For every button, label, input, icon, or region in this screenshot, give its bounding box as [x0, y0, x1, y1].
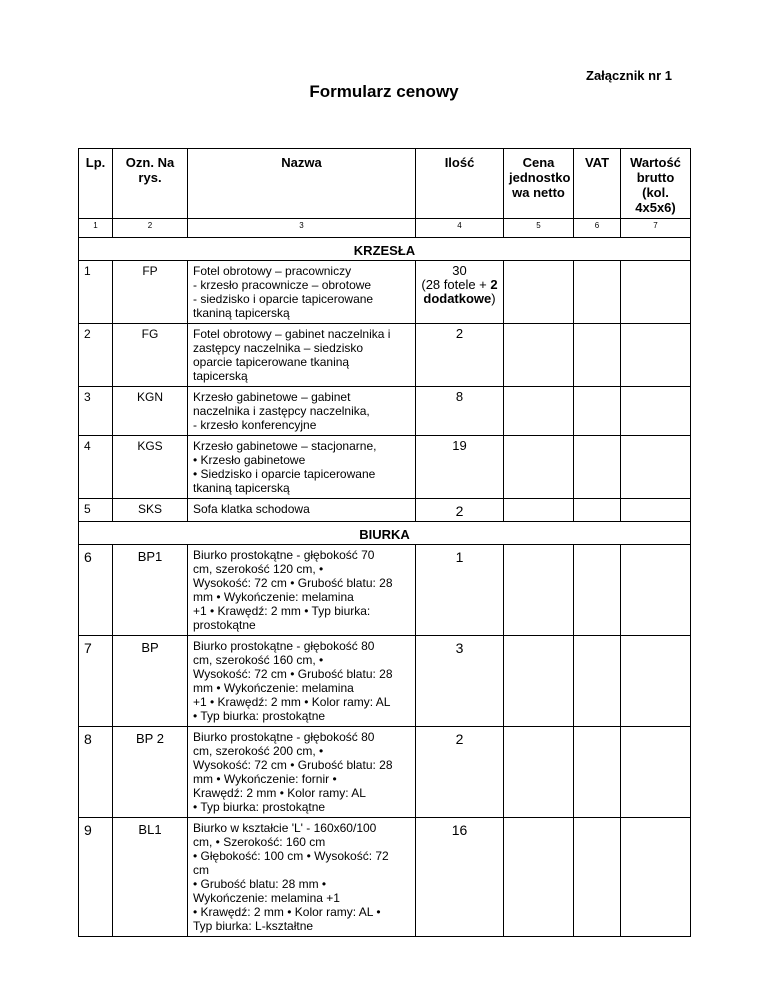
row-number: 2	[79, 324, 113, 387]
gross-value-cell	[621, 636, 691, 727]
vat-cell	[574, 436, 621, 499]
unit-price-cell	[504, 261, 574, 324]
vat-cell	[574, 261, 621, 324]
vat-cell	[574, 818, 621, 937]
table-row	[79, 387, 691, 436]
col-header-gross: Wartość brutto (kol. 4x5x6)	[621, 149, 691, 219]
row-name: Krzesło gabinetowe – stacjonarne, • Krzesło gabinetowe • Siedzisko i oparcie tapicerowane tkaniną tapicerską	[188, 436, 416, 499]
row-number: 4	[79, 436, 113, 499]
table-row	[79, 499, 691, 522]
col-header-code: Ozn. Na rys.	[113, 149, 188, 219]
table-row	[79, 261, 691, 324]
table-row	[79, 727, 691, 818]
page-title: Formularz cenowy	[309, 82, 459, 101]
col-header-vat: VAT	[574, 149, 621, 219]
annex-label: Załącznik nr 1	[586, 68, 672, 83]
section-row	[79, 238, 691, 261]
table-row	[79, 324, 691, 387]
row-name: Biurko prostokątne - głębokość 80 cm, szerokość 160 cm, • Wysokość: 72 cm • Grubość blatu: 28 mm • Wykończenie: melamina +1 • Krawędź: 2 mm • Kolor ramy: AL • Typ biurka: prostokątne	[188, 636, 416, 727]
header-row	[79, 149, 691, 219]
row-qty: 8	[416, 387, 504, 436]
unit-price-cell	[504, 545, 574, 636]
row-qty: 3	[416, 636, 504, 727]
gross-value-cell	[621, 818, 691, 937]
row-name: Biurko prostokątne - głębokość 70 cm, szerokość 120 cm, • Wysokość: 72 cm • Grubość blatu: 28 mm • Wykończenie: melamina +1 • Krawędź: 2 mm • Typ biurka: prostokątne	[188, 545, 416, 636]
gross-value-cell	[621, 436, 691, 499]
unit-price-cell	[504, 324, 574, 387]
row-number: 3	[79, 387, 113, 436]
unit-price-cell	[504, 499, 574, 522]
gross-value-cell	[621, 324, 691, 387]
col-header-lp: Lp.	[79, 149, 113, 219]
table-row	[79, 436, 691, 499]
row-code: KGN	[113, 387, 188, 436]
vat-cell	[574, 387, 621, 436]
row-qty: 19	[416, 436, 504, 499]
row-number: 9	[79, 818, 113, 937]
gross-value-cell	[621, 545, 691, 636]
row-code: BL1	[113, 818, 188, 937]
col-number: 2	[113, 219, 188, 238]
row-name: Biurko w kształcie 'L' - 160x60/100 cm, • Szerokość: 160 cm • Głębokość: 100 cm • Wysokość: 72 cm • Grubość blatu: 28 mm • Wykończenie: melamina +1 • Krawędź: 2 mm • Kolor ramy: AL • Typ biurka: L-kształtne	[188, 818, 416, 937]
col-number: 7	[621, 219, 691, 238]
vat-cell	[574, 499, 621, 522]
unit-price-cell	[504, 818, 574, 937]
table-row	[79, 636, 691, 727]
unit-price-cell	[504, 727, 574, 818]
vat-cell	[574, 545, 621, 636]
row-number: 7	[79, 636, 113, 727]
price-form-table	[78, 148, 691, 937]
table-row	[79, 818, 691, 937]
row-qty: 2	[416, 499, 504, 522]
row-qty: 2	[416, 324, 504, 387]
row-qty: 30 (28 fotele + 2 dodatkowe)	[416, 261, 504, 324]
vat-cell	[574, 324, 621, 387]
row-code: BP 2	[113, 727, 188, 818]
gross-value-cell	[621, 387, 691, 436]
row-name: Sofa klatka schodowa	[188, 499, 416, 522]
gross-value-cell	[621, 727, 691, 818]
col-number: 5	[504, 219, 574, 238]
row-code: SKS	[113, 499, 188, 522]
vat-cell	[574, 636, 621, 727]
row-code: BP1	[113, 545, 188, 636]
column-number-row	[79, 219, 691, 238]
row-number: 1	[79, 261, 113, 324]
col-header-name: Nazwa	[188, 149, 416, 219]
col-number: 3	[188, 219, 416, 238]
col-number: 4	[416, 219, 504, 238]
row-name: Fotel obrotowy – pracowniczy - krzesło pracownicze – obrotowe - siedzisko i oparcie tapicerowane tkaniną tapicerską	[188, 261, 416, 324]
row-number: 6	[79, 545, 113, 636]
table-row	[79, 545, 691, 636]
col-header-unit-price: Cena jednostko wa netto	[504, 149, 574, 219]
row-name: Biurko prostokątne - głębokość 80 cm, szerokość 200 cm, • Wysokość: 72 cm • Grubość blatu: 28 mm • Wykończenie: fornir • Krawędź: 2 mm • Kolor ramy: AL • Typ biurka: prostokątne	[188, 727, 416, 818]
col-number: 1	[79, 219, 113, 238]
gross-value-cell	[621, 261, 691, 324]
row-code: KGS	[113, 436, 188, 499]
section-title: BIURKA	[79, 522, 691, 545]
row-name: Fotel obrotowy – gabinet naczelnika i zastępcy naczelnika – siedzisko oparcie tapicerowane tkaniną tapicerską	[188, 324, 416, 387]
section-row	[79, 522, 691, 545]
unit-price-cell	[504, 436, 574, 499]
row-code: FG	[113, 324, 188, 387]
row-code: FP	[113, 261, 188, 324]
col-number: 6	[574, 219, 621, 238]
section-title: KRZESŁA	[79, 238, 691, 261]
row-code: BP	[113, 636, 188, 727]
row-number: 5	[79, 499, 113, 522]
col-header-qty: Ilość	[416, 149, 504, 219]
row-name: Krzesło gabinetowe – gabinet naczelnika i zastępcy naczelnika, - krzesło konferencyjne	[188, 387, 416, 436]
unit-price-cell	[504, 636, 574, 727]
unit-price-cell	[504, 387, 574, 436]
row-number: 8	[79, 727, 113, 818]
vat-cell	[574, 727, 621, 818]
row-qty: 2	[416, 727, 504, 818]
row-qty: 1	[416, 545, 504, 636]
gross-value-cell	[621, 499, 691, 522]
row-qty: 16	[416, 818, 504, 937]
